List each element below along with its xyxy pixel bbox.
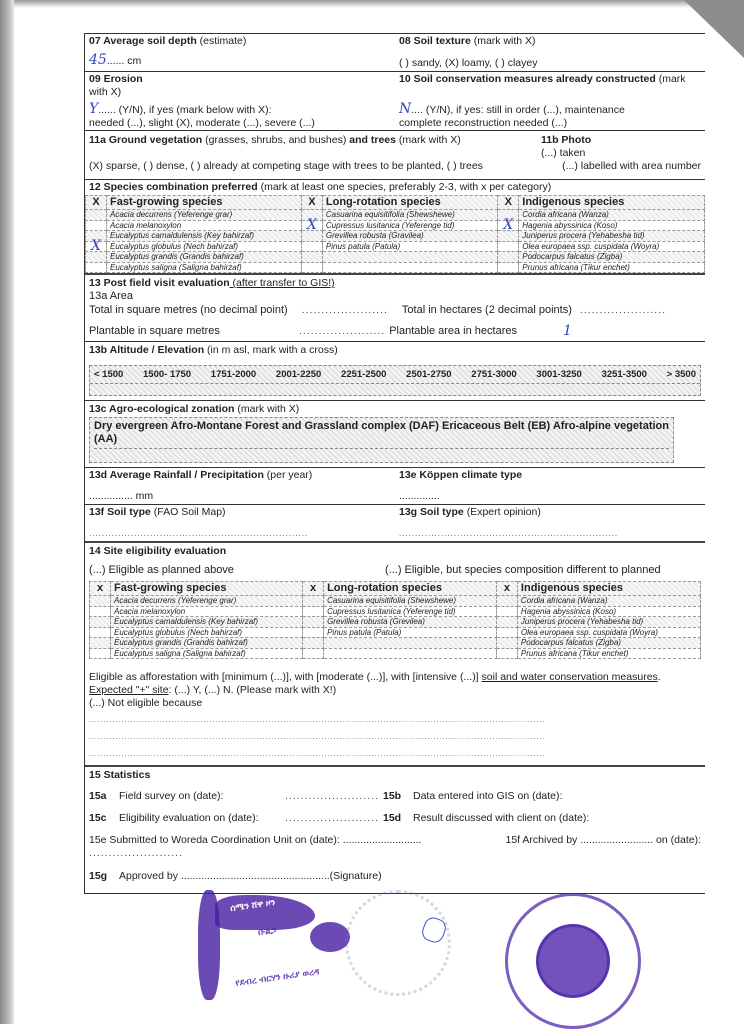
table-row: Eucalyptus globulus (Nech bahirzaf) Pinus patula (Patula) Olea europaea ssp. cuspidata (Woyra) — [90, 627, 701, 638]
checkbox[interactable] — [303, 596, 324, 607]
header-fast-growing: Fast-growing species — [107, 196, 302, 210]
section-13d-13e: 13d Average Rainfall / Precipitation (per year) ............... mm 13e Köppen climate type .............. — [85, 468, 705, 505]
eligible-different-species[interactable]: (...) Eligible, but species composition different to planned — [385, 564, 661, 576]
erosion-title: 09 Erosion — [89, 73, 143, 85]
section-13f-13g: 13f Soil type (FAO Soil Map) .................................................................... 13g Soil type (Expert opinion) .................................................................... — [85, 505, 705, 543]
checkbox[interactable] — [303, 606, 324, 617]
erosion-field: 09 Erosion with X) Y...... (Y/N), if yes (mark below with X): needed (...), slight (X), moderate (...), severe (...) — [85, 72, 395, 131]
reason-line-3[interactable]: ........................................................................................................................................................... — [89, 751, 546, 758]
section-09-10 — [85, 72, 705, 131]
section-13a: 13 Post field visit evaluation (after transfer to GIS!) 13a Area Total in square metres (no decimal point) ...................... Total in hectares (2 decimal points) ...................... Plantable in square metres ...................... Plantable area in hectares 1 — [85, 275, 705, 342]
form-page — [84, 33, 705, 894]
altitude-option[interactable]: > 3500 — [666, 369, 696, 380]
altitude-option[interactable]: 2501-2750 — [406, 369, 452, 380]
table-row: Acacia decurrens (Yeferenge grar) Casuarina equisitifolia (Shewshewe) Cordia africana (Wanza) — [86, 210, 705, 221]
stamp-faint-circle — [345, 890, 451, 996]
total-ha-field[interactable]: ...................... — [579, 304, 667, 316]
altitude-option[interactable]: 2001-2250 — [275, 369, 322, 380]
afforestation-options[interactable]: Eligible as afforestation with [minimum (...)], with [moderate (...)], with [intensive (...)] soil and water conservation measures. Expected "+" site: (...) Y, (...) N. (Please mark with X!) — [89, 671, 661, 696]
section-13c: 13c Agro-ecological zonation (mark with X) Dry evergreen Afro-Montane Forest and Grassland complex (DAF) Ericaceous Belt (EB) Afro-alpine vegetation (AA) — [85, 401, 705, 468]
approved-by-signature[interactable]: Approved by ...................................................(Signature) — [119, 870, 382, 882]
field-survey-date[interactable]: ........................ — [285, 790, 380, 802]
section-11: 11a Ground vegetation (grasses, shrubs, and bushes) and trees (mark with X) 11b Photo (...) taken (X) sparse, ( ) dense, ( ) already at competing stage with trees to be planted, ( ) trees (...) labelled with area number — [85, 131, 705, 180]
section-15: 15 Statistics 15a Field survey on (date): ........................ 15b Data entered into GIS on (date): 15c Eligibility evaluation on (date): ........................ 15d Result discussed with client on (date): 15e Submitted to Woreda Coordination Unit on (date): ........................... 15f Archived by ......................... on (date): ........................ 15g Approved by ...................................................(Signature) — [85, 767, 705, 894]
table-row: Eucalyptus saligna (Saligna bahirzaf) Prunus africana (Tikur enchet) — [86, 262, 705, 273]
stamp-text: ሰሜን ሸዋ ዞን — [229, 896, 276, 914]
gis-entry-date[interactable]: Data entered into GIS on (date): — [413, 790, 563, 802]
table-row: Eucalyptus camaldulensis (Key bahirzaf) Grevillea robusta (Grevilea) Juniperus procera (Yehabesha tid) — [90, 617, 701, 628]
table-row: X Eucalyptus globulus (Nech bahirzaf) Pinus patula (Patula) Olea europaea ssp. cuspidata (Woyra) — [86, 241, 705, 252]
checkbox[interactable] — [498, 252, 519, 263]
section-12: 12 Species combination preferred (mark at least one species, preferably 2-3, with x per category) X Fast-growing species X Long-rotation species X Indigenous species Acacia decurrens (Yeferenge grar) Casuarina equisitifolia (Shewshewe) Cordia africana (Wanza) Acacia melanoxylon X Cupressus lusitanica (Yeferenge tid) X Hagenia abyssinica (Koso) Eucalyptus camaldulensis (Key bahirzaf) Grevillea robusta (Gravilea) Juniperus procera (Yehabesha tid) X Eucalyptus globulus (Nech bahirzaf) Pinus patula (Patula) Olea europaea ssp. cuspidata (Woyra) Eucalyptus grandis (Grandis bahirzaf) Podocarpus falcatus (Zigba) Eucalyptus saligna (Saligna bahirzaf) Prunus africana (Tikur enchet) — [85, 180, 705, 275]
rainfall-field[interactable]: ............... mm — [89, 490, 154, 502]
checkbox[interactable] — [90, 627, 111, 638]
section-13b: 13b Altitude / Elevation (in m asl, mark with a cross) < 1500 1500- 1750 1751-2000 2001-2250 2251-2500 2501-2750 2751-3000 3001-3250 3251-3500 > 3500 — [85, 342, 705, 401]
soil-depth-field: 07 Average soil depth (estimate) 45...... cm — [89, 35, 247, 68]
checkbox[interactable] — [303, 638, 324, 649]
table-row: Eucalyptus camaldulensis (Key bahirzaf) Grevillea robusta (Gravilea) Juniperus procera (Yehabesha tid) — [86, 231, 705, 242]
table-row: Eucalyptus saligna (Saligna bahirzaf) Prunus africana (Tikur enchet) — [90, 648, 701, 659]
koppen-title: 13e Köppen climate type — [399, 469, 523, 481]
checkbox[interactable] — [301, 262, 322, 273]
altitude-option[interactable]: 2251-2500 — [341, 369, 387, 380]
checkbox[interactable] — [90, 596, 111, 607]
vegetation-options[interactable]: (X) sparse, ( ) dense, ( ) already at competing stage with trees to be planted, ( ) trees — [89, 160, 483, 172]
checkbox[interactable] — [303, 648, 324, 659]
checkbox[interactable] — [86, 220, 107, 231]
conservation-field: 10 Soil conservation measures already constructed (mark N.... (Y/N), if yes: still in order (...), maintenance complete reconstruction needed (...) — [399, 73, 686, 129]
altitude-option[interactable]: 2751-3000 — [471, 369, 517, 380]
checkbox[interactable] — [90, 638, 111, 649]
plantable-ha-value[interactable]: 1 — [563, 323, 572, 339]
checkbox[interactable] — [90, 648, 111, 659]
checkbox[interactable] — [86, 262, 107, 273]
checkbox[interactable] — [496, 596, 517, 607]
section-14 — [85, 543, 705, 767]
species-eligibility-table: x Fast-growing species x Long-rotation species x Indigenous species Acacia decurrens (Yeferenge grar) Casuarina equisitifolia (Shewshewe) Cordia africana (Wanza) Acacia melanoxylon Cupressus lusitanica (Yeferenge tid) Hagenia abyssinica (Koso) Eucalyptus camaldulensis (Key bahirzaf) Grevillea robusta (Grevilea) Juniperus procera (Yehabesha tid) Eucalyptus globulus (Nech bahirzaf) Pinus patula (Patula) Olea europaea ssp. cuspidata (Woyra) Eucalyptus grandis (Grandis bahirzaf) Podocarpus falcatus (Zigba) Eucalyptus saligna (Saligna bahirzaf) Prunus africana (Tikur enchet) — [89, 581, 701, 659]
archived-by-field[interactable]: 15f Archived by ......................... on (date): — [505, 834, 701, 846]
reason-line-2[interactable]: ........................................................................................................................................................... — [89, 734, 546, 741]
checkbox[interactable] — [303, 617, 324, 628]
altitude-title: 13b Altitude / Elevation — [89, 344, 205, 356]
koppen-field[interactable]: .............. — [399, 490, 440, 502]
checkbox[interactable] — [90, 606, 111, 617]
checkbox[interactable] — [498, 241, 519, 252]
eligible-as-planned[interactable]: (...) Eligible as planned above — [89, 564, 234, 576]
erosion-value[interactable]: Y — [89, 101, 99, 117]
checkbox[interactable] — [301, 241, 322, 252]
checkbox[interactable] — [496, 617, 517, 628]
altitude-option[interactable]: < 1500 — [94, 369, 124, 380]
soil-texture-options[interactable]: ( ) sandy, (X) loamy, ( ) clayey — [399, 57, 538, 69]
checkbox[interactable]: X — [498, 220, 519, 231]
soil-texture-title: 08 Soil texture — [399, 35, 471, 47]
photo-title: 11b Photo — [541, 134, 592, 146]
soil-depth-value[interactable]: 45 — [89, 52, 107, 68]
statistics-title: 15 Statistics — [89, 769, 151, 781]
photo-labelled[interactable]: (...) labelled with area number — [562, 160, 701, 172]
table-row: Acacia decurrens (Yeferenge grar) Casuarina equisitifolia (Shewshewe) Cordia africana (Wanza) — [90, 596, 701, 607]
table-row: Eucalyptus grandis (Grandis bahirzaf) Podocarpus falcatus (Zigba) — [86, 252, 705, 263]
altitude-option[interactable]: 3001-3250 — [536, 369, 582, 380]
checkbox[interactable] — [496, 648, 517, 659]
eligibility-date[interactable]: ........................ — [285, 812, 380, 824]
not-eligible-option[interactable]: (...) Not eligible because — [89, 697, 203, 709]
table-row: Eucalyptus grandis (Grandis bahirzaf) Podocarpus falcatus (Zigba) — [90, 638, 701, 649]
stamp-right — [505, 893, 641, 1029]
expert-soil-title: 13g Soil type — [399, 506, 464, 518]
soil-texture-field: 08 Soil texture (mark with X) ( ) sandy, (X) loamy, ( ) clayey — [395, 34, 705, 71]
checkbox[interactable] — [496, 606, 517, 617]
checkbox[interactable]: X — [86, 241, 107, 252]
altitude-option[interactable]: 3251-3500 — [601, 369, 647, 380]
rainfall-title: 13d Average Rainfall / Precipitation — [89, 469, 264, 481]
post-visit-title: 13 Post field visit evaluation — [89, 277, 230, 289]
expert-soil-field[interactable]: .................................................................... — [399, 529, 619, 538]
woreda-submission-date[interactable]: 15e Submitted to Woreda Coordination Unit on (date): ........................... — [89, 834, 422, 846]
plantable-sqm-field[interactable]: ...................... — [299, 325, 386, 337]
agro-zone-title: 13c Agro-ecological zonation — [89, 403, 235, 415]
conservation-value[interactable]: N — [399, 101, 412, 117]
checkbox[interactable] — [90, 617, 111, 628]
fao-soil-title: 13f Soil type — [89, 506, 151, 518]
conservation-title: 10 Soil conservation measures already constructed — [399, 73, 656, 85]
checkbox[interactable]: X — [301, 220, 322, 231]
altitude-option[interactable]: 1500- 1750 — [143, 369, 192, 380]
soil-depth-title: 07 Average soil depth — [89, 35, 197, 47]
area-title: 13a Area — [89, 290, 134, 302]
table-row: Acacia melanoxylon Cupressus lusitanica (Yeferenge tid) Hagenia abyssinica (Koso) — [90, 606, 701, 617]
scan-edge-left — [0, 0, 14, 1024]
photo-taken[interactable]: (...) taken — [541, 147, 586, 159]
fao-soil-field[interactable]: .................................................................... — [89, 529, 309, 538]
agro-zone-options[interactable]: Dry evergreen Afro-Montane Forest and Grassland complex (DAF) Ericaceous Belt (EB) Afro-alpine vegetation (AA) — [89, 417, 674, 463]
header-long-rotation: Long-rotation species — [322, 196, 497, 210]
species-preferred-table: X Fast-growing species X Long-rotation species X Indigenous species Acacia decurrens (Yeferenge grar) Casuarina equisitifolia (Shewshewe) Cordia africana (Wanza) Acacia melanoxylon X Cupressus lusitanica (Yeferenge tid) X Hagenia abyssinica (Koso) Eucalyptus camaldulensis (Key bahirzaf) Grevillea robusta (Gravilea) Juniperus procera (Yehabesha tid) X Eucalyptus globulus (Nech bahirzaf) Pinus patula (Patula) Olea europaea ssp. cuspidata (Woyra) Eucalyptus grandis (Grandis bahirzaf) Podocarpus falcatus (Zigba) Eucalyptus saligna (Saligna bahirzaf) Prunus africana (Tikur enchet) — [85, 195, 705, 273]
scan-edge-top — [0, 0, 744, 8]
header-indigenous: Indigenous species — [519, 196, 705, 210]
total-sqm-field[interactable]: ...................... — [301, 304, 388, 316]
checkbox[interactable] — [496, 627, 517, 638]
erosion-severity[interactable]: needed (...), slight (X), moderate (...), severe (...) — [89, 117, 315, 129]
checkbox[interactable] — [86, 210, 107, 221]
table-row: Acacia melanoxylon X Cupressus lusitanica (Yeferenge tid) X Hagenia abyssinica (Koso) — [86, 220, 705, 231]
checkbox[interactable] — [496, 638, 517, 649]
eligibility-title: 14 Site eligibility evaluation — [89, 545, 227, 557]
checkbox[interactable] — [301, 252, 322, 263]
checkbox[interactable] — [303, 627, 324, 638]
species-title: 12 Species combination preferred — [89, 181, 258, 193]
client-discussion-date[interactable]: Result discussed with client on (date): — [413, 812, 590, 824]
ground-vegetation-title: 11a Ground vegetation — [89, 134, 203, 146]
reason-line-1[interactable]: ........................................................................................................................................................... — [89, 717, 546, 724]
altitude-options — [89, 365, 701, 396]
section-07-08 — [85, 33, 705, 72]
checkbox[interactable] — [498, 262, 519, 273]
altitude-option[interactable]: 1751-2000 — [210, 369, 257, 380]
